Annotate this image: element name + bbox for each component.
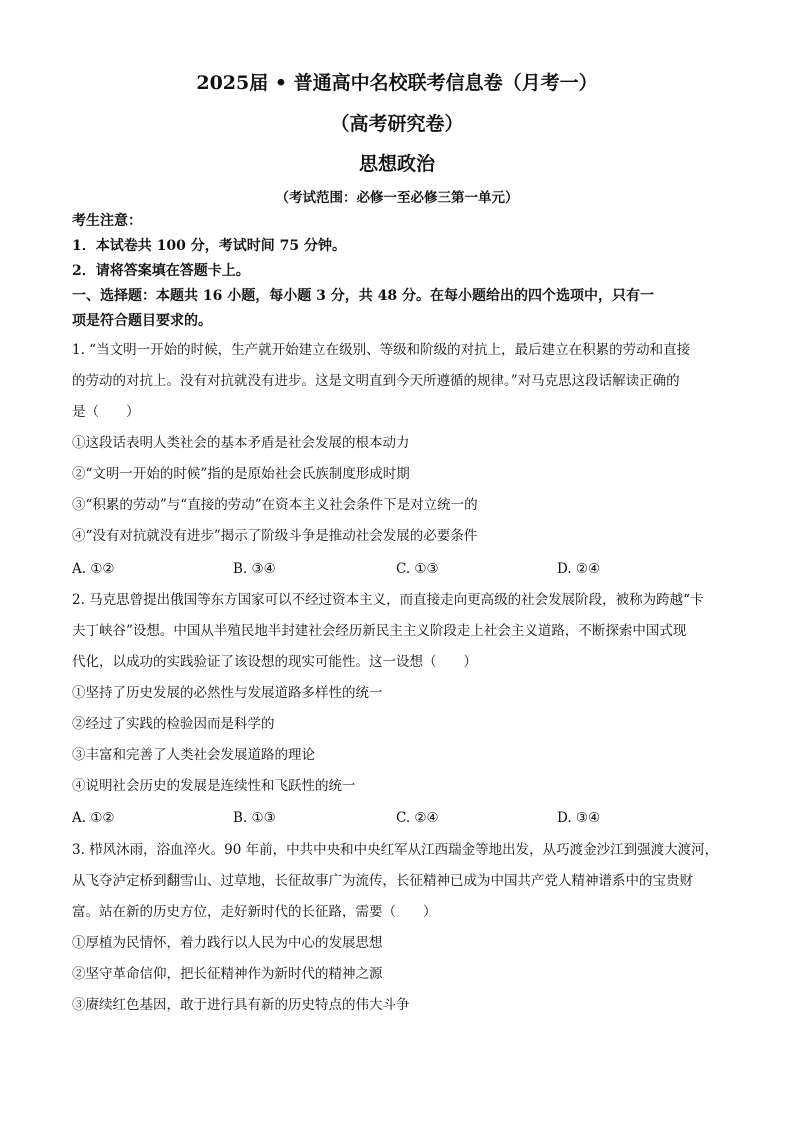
q1-stem-line-3: 是（ ） — [72, 404, 140, 420]
q1-statement-2: ②“文明一开始的时候”指的是原始社会氏族制度形成时期 — [72, 466, 410, 482]
section-heading-line-1: 一、选择题：本题共 16 小题，每小题 3 分，共 48 分。在每小题给出的四个选项中，只有一 — [72, 288, 654, 304]
notice-heading: 考生注意： — [72, 213, 142, 229]
q3-statement-2: ②坚守革命信仰，把长征精神作为新时代的精神之源 — [72, 966, 383, 982]
q2-stem-line-1: 2. 马克思曾提出俄国等东方国家可以不经过资本主义，而直接走向更高级的社会发展阶段，被称为跨越“卡 — [72, 592, 704, 608]
q2-option-d[interactable]: D. ③④ — [557, 810, 601, 826]
exam-title: 2025届 • 普通高中名校联考信息卷（月考一） — [196, 72, 598, 94]
q2-statement-4: ④说明社会历史的发展是连续性和飞跃性的统一 — [72, 778, 356, 794]
q3-stem-line-3: 富。站在新的历史方位，走好新时代的长征路，需要（ ） — [72, 904, 437, 920]
q1-stem-line-2: 的劳动的对抗上。没有对抗就没有进步。这是文明直到今天所遵循的规律。”对马克思这段话解读正确的 — [72, 373, 680, 389]
q3-stem-line-2: 从飞夺泸定桥到翻雪山、过草地，长征故事广为流传，长征精神已成为中国共产党人精神谱系中的宝贵财 — [72, 873, 693, 889]
q2-option-b[interactable]: B. ①③ — [233, 810, 276, 826]
q2-option-a[interactable]: A. ①② — [72, 810, 115, 826]
section-heading-line-2: 项是符合题目要求的。 — [72, 313, 212, 329]
notice-item-2: 2．请将答案填在答题卡上。 — [72, 263, 250, 279]
subject-title: 思想政治 — [358, 153, 435, 175]
q3-statement-3: ③赓续红色基因，敢于进行具有新的历史特点的伟大斗争 — [72, 997, 410, 1013]
q2-statement-3: ③丰富和完善了人类社会发展道路的理论 — [72, 747, 315, 763]
q1-statement-3: ③“积累的劳动”与“直接的劳动”在资本主义社会条件下是对立统一的 — [72, 497, 478, 513]
q1-statement-4: ④“没有对抗就没有进步”揭示了阶级斗争是推动社会发展的必要条件 — [72, 528, 478, 544]
q2-statement-1: ①坚持了历史发展的必然性与发展道路多样性的统一 — [72, 685, 383, 701]
q2-statement-2: ②经过了实践的检验因而是科学的 — [72, 716, 275, 732]
q3-statement-1: ①厚植为民情怀，着力践行以人民为中心的发展思想 — [72, 935, 383, 951]
q1-option-d[interactable]: D. ②④ — [557, 561, 601, 577]
exam-scope: （考试范围：必修一至必修三第一单元） — [275, 190, 519, 206]
q3-stem-line-1: 3. 栉风沐雨，浴血淬火。90 年前，中共中央和中央红军从江西瑞金等地出发，从巧渡金沙江到强渡大渡河， — [72, 842, 719, 858]
q1-option-c[interactable]: C. ①③ — [396, 561, 439, 577]
q1-statement-1: ①这段话表明人类社会的基本矛盾是社会发展的根本动力 — [72, 435, 410, 451]
q2-option-c[interactable]: C. ②④ — [396, 810, 439, 826]
q2-stem-line-3: 代化，以成功的实践验证了该设想的现实可能性。这一设想（ ） — [72, 654, 477, 670]
q1-stem-line-1: 1. “当文明一开始的时候，生产就开始建立在级别、等级和阶级的对抗上，最后建立在积累的劳动和直接 — [72, 342, 691, 358]
q1-option-a[interactable]: A. ①② — [72, 561, 115, 577]
exam-subtitle: （高考研究卷） — [330, 113, 464, 135]
q1-option-b[interactable]: B. ③④ — [233, 561, 276, 577]
q2-stem-line-2: 夫丁峡谷”设想。中国从半殖民地半封建社会经历新民主主义阶段走上社会主义道路，不断探索中国式现 — [72, 623, 687, 639]
notice-item-1: 1．本试卷共 100 分，考试时间 75 分钟。 — [72, 238, 346, 254]
